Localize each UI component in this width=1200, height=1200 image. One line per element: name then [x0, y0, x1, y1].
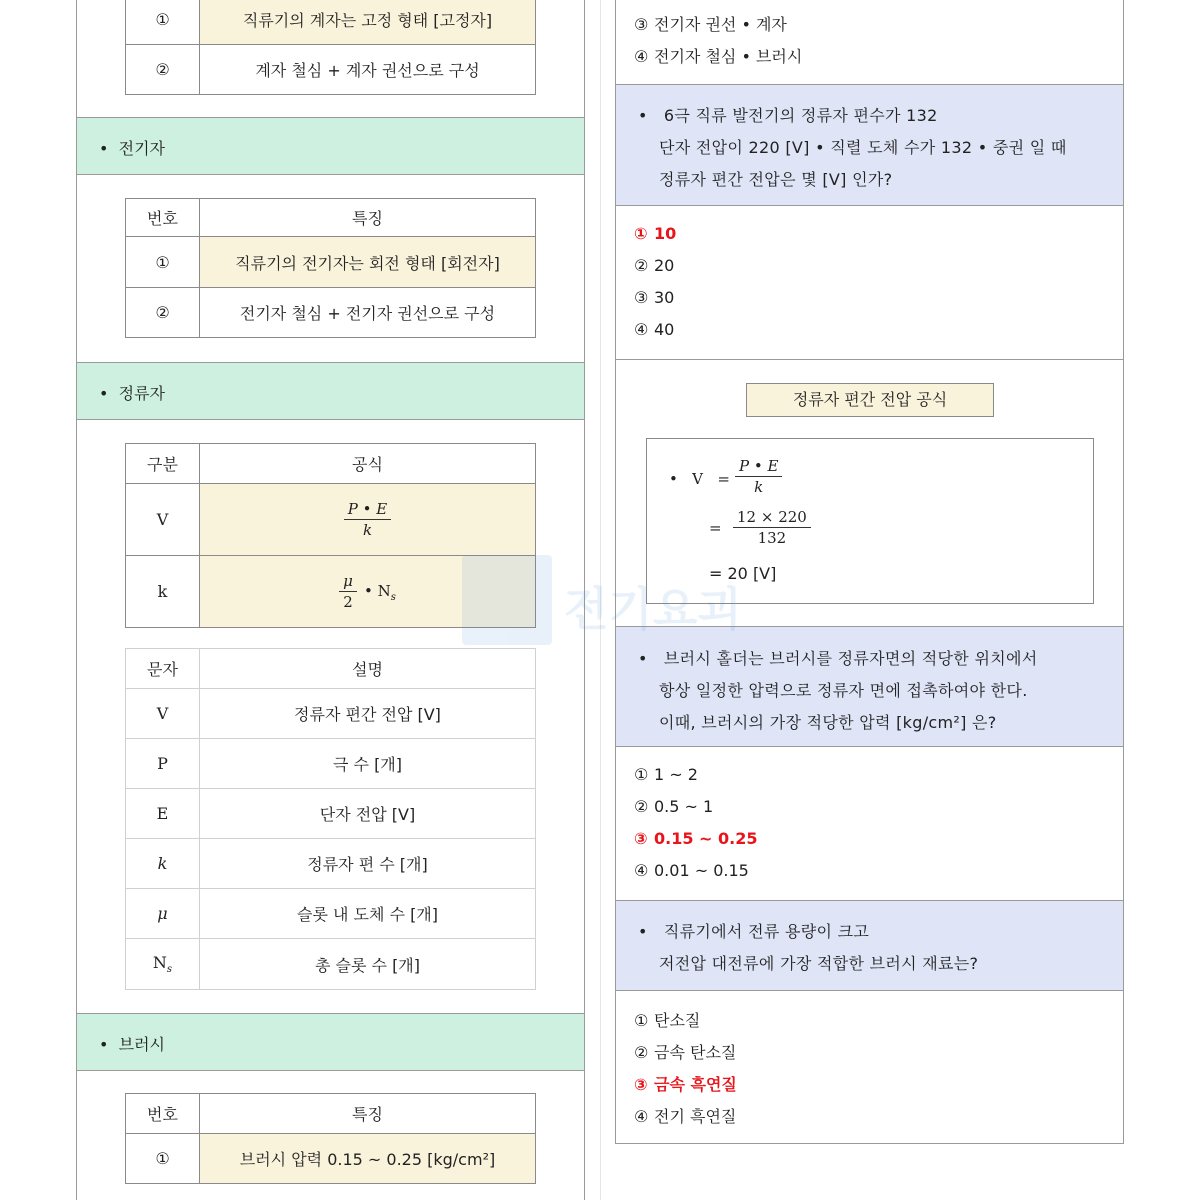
row-description: 정류자 편 수 [개]: [200, 839, 536, 889]
row-feature: 전기자 철심 + 전기자 권선으로 구성: [200, 288, 536, 338]
section-header-brush: [77, 1013, 584, 1071]
table-row: [126, 288, 536, 338]
fraction: $\frac{\mu}{2}$: [339, 572, 357, 611]
table-row: [126, 0, 536, 45]
row-symbol: V: [126, 484, 200, 556]
formula-cell: $\frac{\mu}{2}$ • $N_s$: [200, 556, 536, 628]
question-box-3: • 직류기에서 전류 용량이 크고 저전압 대전류에 가장 적합한 브러시 재료는?: [616, 900, 1123, 991]
question-line: 단자 전압이 220 [V] • 직렬 도체 수가 132 • 중권 일 때: [659, 138, 1067, 157]
question-box-1: • 6극 직류 발전기의 정류자 편수가 132 단자 전압이 220 [V] • 직렬 도체 수가 132 • 중권 일 때 정류자 편간 전압은 몇 [V] 인가?: [616, 84, 1123, 206]
watermark: [462, 555, 742, 645]
formula-step1: $\frac{P • E}{k}$: [735, 457, 782, 496]
formula-step2: $\frac{12 \times 220}{132}$: [733, 508, 811, 547]
row-symbol: k: [126, 839, 200, 889]
table-row: [126, 789, 536, 839]
option-item: ② 0.5 ~ 1: [634, 797, 714, 816]
formula-box: • V = $\frac{P • E}{k}$ = $\frac{12 \times 220}{132}$ = 20 [V]: [646, 438, 1094, 604]
option-item: ③ 전기자 권선 • 계자: [634, 15, 787, 34]
row-symbol: μ: [126, 889, 200, 939]
row-number: ②: [126, 45, 200, 95]
armature-table: [125, 198, 536, 338]
question-line: 직류기에서 전류 용량이 크고: [663, 922, 870, 941]
option-item: ① 10: [634, 224, 677, 243]
fraction: $\frac{P • E}{k}$: [344, 500, 391, 539]
question-line: 저전압 대전류에 가장 적합한 브러시 재료는?: [659, 954, 979, 973]
option-item: ④ 전기자 철심 • 브러시: [634, 47, 803, 66]
formula-cell: [200, 484, 536, 556]
table-row: [126, 889, 536, 939]
row-symbol: $N_s$: [126, 939, 200, 990]
row-symbol: E: [126, 789, 200, 839]
section-title: • 전기자: [99, 139, 165, 158]
row-feature: 직류기의 전기자는 회전 형태 [회전자]: [200, 237, 536, 288]
option-item: ① 1 ~ 2: [634, 765, 698, 784]
option-item: ③ 금속 흑연질: [634, 1075, 737, 1094]
table-row: [126, 45, 536, 95]
option-item: ④ 전기 흑연질: [634, 1107, 737, 1126]
table-row: [126, 939, 536, 990]
section-header-armature: [77, 117, 584, 175]
row-number: ①: [126, 237, 200, 288]
row-description: 정류자 편간 전압 [V]: [200, 689, 536, 739]
option-item: ③ 30: [634, 288, 675, 307]
question-line: 이때, 브러시의 가장 적당한 압력 [kg/cm²] 은?: [659, 713, 997, 732]
table-row: [126, 839, 536, 889]
header-description: 설명: [200, 649, 536, 689]
table-row: [126, 739, 536, 789]
formula-result: = 20 [V]: [709, 564, 777, 583]
separator: [616, 359, 1123, 360]
formula-lhs: V: [692, 470, 703, 488]
watermark-logo-icon: [462, 555, 552, 645]
question-line: 정류자 편간 전압은 몇 [V] 인가?: [659, 170, 893, 189]
row-symbol: V: [126, 689, 200, 739]
header-feature: 특징: [200, 199, 536, 237]
table-row: [126, 237, 536, 288]
row-symbol: k: [126, 556, 200, 628]
table-row: [126, 484, 536, 556]
table-header-row: [126, 649, 536, 689]
question-line: 브러시 홀더는 브러시를 정류자면의 적당한 위치에서: [663, 649, 1038, 668]
question-line: 6극 직류 발전기의 정류자 편수가 132: [663, 106, 938, 125]
section-title: • 정류자: [99, 384, 165, 403]
formula-title: 정류자 편간 전압 공식: [746, 383, 994, 417]
row-feature: 계자 철심 + 계자 권선으로 구성: [200, 45, 536, 95]
watermark-text: 전기요괴: [564, 582, 742, 636]
row-feature: 직류기의 계자는 고정 형태 [고정자]: [200, 0, 536, 45]
row-description: 슬롯 내 도체 수 [개]: [200, 889, 536, 939]
table-row: [126, 689, 536, 739]
header-formula: 공식: [200, 444, 536, 484]
question-box-2: • 브러시 홀더는 브러시를 정류자면의 적당한 위치에서 항상 일정한 압력으로 정류자 면에 접촉하여야 한다. 이때, 브러시의 가장 적당한 압력 [kg/cm²] 은?: [616, 626, 1123, 747]
row-number: ①: [126, 0, 200, 45]
option-item: ② 20: [634, 256, 675, 275]
option-item: ② 금속 탄소질: [634, 1043, 737, 1062]
header-kind: 구분: [126, 444, 200, 484]
header-symbol: 문자: [126, 649, 200, 689]
stator-table: [125, 0, 536, 95]
row-symbol: P: [126, 739, 200, 789]
table-header-row: [126, 199, 536, 237]
row-description: 극 수 [개]: [200, 739, 536, 789]
option-item: ④ 0.01 ~ 0.15: [634, 861, 749, 880]
row-number: ②: [126, 288, 200, 338]
header-feature: 특징: [200, 1094, 536, 1134]
option-item: ④ 40: [634, 320, 675, 339]
table-row: [126, 1134, 536, 1184]
section-title: • 브러시: [99, 1035, 165, 1054]
question-line: 항상 일정한 압력으로 정류자 면에 접촉하여야 한다.: [659, 681, 1028, 700]
header-num: 번호: [126, 199, 200, 237]
table-header-row: [126, 1094, 536, 1134]
option-item: ③ 0.15 ~ 0.25: [634, 829, 758, 848]
commutator-symbol-table: [125, 648, 536, 990]
row-description: 단자 전압 [V]: [200, 789, 536, 839]
row-number: ①: [126, 1134, 200, 1184]
row-feature: 브러시 압력 0.15 ~ 0.25 [kg/cm²]: [200, 1134, 536, 1184]
brush-table: [125, 1093, 536, 1184]
table-header-row: [126, 444, 536, 484]
header-num: 번호: [126, 1094, 200, 1134]
row-description: 총 슬롯 수 [개]: [200, 939, 536, 990]
option-item: ① 탄소질: [634, 1011, 701, 1030]
section-header-commutator: [77, 362, 584, 420]
